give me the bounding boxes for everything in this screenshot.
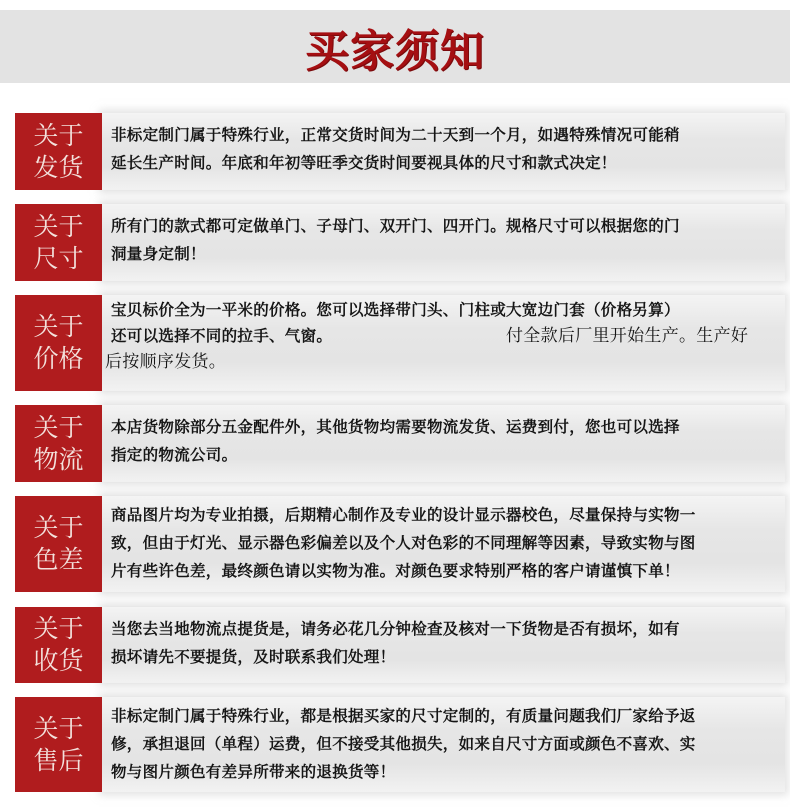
tag-line: 关于 (33, 312, 84, 341)
text-line-right: 付全款后厂里开始生产。生产好 (506, 326, 749, 346)
tag-line: 价格 (33, 344, 84, 373)
text-line: 非标定制门属于特殊行业，都是根据买家的尺寸定制的，有质量问题我们厂家给予返 (111, 707, 696, 725)
text-line: 后按顺序发货。 (105, 352, 227, 372)
text-line: 指定的物流公司。 (111, 446, 238, 464)
section-tag (15, 607, 102, 683)
tag-line: 关于 (33, 513, 84, 542)
section-shipping (15, 113, 785, 190)
section-tag (15, 697, 102, 792)
section-after-sales (15, 697, 785, 792)
text-line: 片有些许色差，最终颜色请以实物为准。对颜色要求特别严格的客户请谨慎下单！ (111, 562, 680, 580)
text-line-left: 还可以选择不同的拉手、气窗。 (111, 327, 333, 345)
section-size (15, 204, 785, 281)
section-text (111, 413, 777, 469)
section-tag (15, 113, 102, 190)
tag-line: 关于 (33, 713, 84, 743)
section-text (111, 121, 777, 177)
tag-line: 色差 (33, 545, 84, 574)
text-line: 修，承担退回（单程）运费，但不接受其他损失，如来自尺寸方面或颜色不喜欢、实 (111, 735, 696, 753)
text-line: 损坏请先不要提货，及时联系我们处理！ (111, 648, 396, 666)
text-line: 本店货物除部分五金配件外，其他货物均需要物流发货、运费到付，您也可以选择 (111, 418, 680, 436)
title-banner (0, 10, 790, 83)
text-line: 物与图片颜色有差异所带来的退换货等！ (111, 763, 396, 781)
section-price (15, 295, 785, 391)
tag-line: 关于 (33, 614, 84, 643)
tag-line: 尺寸 (33, 243, 84, 273)
tag-line: 售后 (33, 745, 84, 775)
text-line: 宝贝标价全为一平米的价格。您可以选择带门头、门柱或大宽边门套（价格另算） (111, 301, 680, 319)
text-line (111, 323, 777, 349)
text-line: 所有门的款式都可定做单门、子母门、双开门、四开门。规格尺寸可以根据您的门 (111, 217, 680, 235)
text-line: 商品图片均为专业拍摄，后期精心制作及专业的设计显示器校色，尽量保持与实物一 (111, 506, 696, 524)
section-text (111, 501, 777, 585)
section-text (111, 212, 777, 268)
tag-line: 关于 (33, 211, 84, 241)
tag-line: 收货 (33, 646, 84, 675)
tag-line: 关于 (33, 412, 84, 442)
page-title: 买家须知 (305, 25, 485, 77)
text-line: 致，但由于灯光、显示器色彩偏差以及个人对色彩的不同理解等因素，导致实物与图 (111, 534, 696, 552)
tag-line: 物流 (33, 444, 84, 474)
section-tag (15, 295, 102, 391)
section-text (111, 615, 777, 671)
section-logistics (15, 405, 785, 482)
section-color-difference (15, 496, 785, 592)
section-tag (15, 496, 102, 592)
section-tag (15, 405, 102, 482)
text-line: 非标定制门属于特殊行业，正常交货时间为二十天到一个月，如遇特殊情况可能稍 (111, 126, 680, 144)
tag-line: 发货 (33, 152, 84, 182)
section-receiving (15, 607, 785, 683)
section-text (105, 297, 777, 375)
section-text (111, 702, 777, 786)
text-line: 洞量身定制！ (111, 245, 206, 263)
text-line: 延长生产时间。年底和年初等旺季交货时间要视具体的尺寸和款式决定！ (111, 154, 617, 172)
text-line: 当您去当地物流点提货是，请务必花几分钟检查及核对一下货物是否有损坏，如有 (111, 620, 680, 638)
tag-line: 关于 (33, 120, 84, 150)
section-tag (15, 204, 102, 281)
